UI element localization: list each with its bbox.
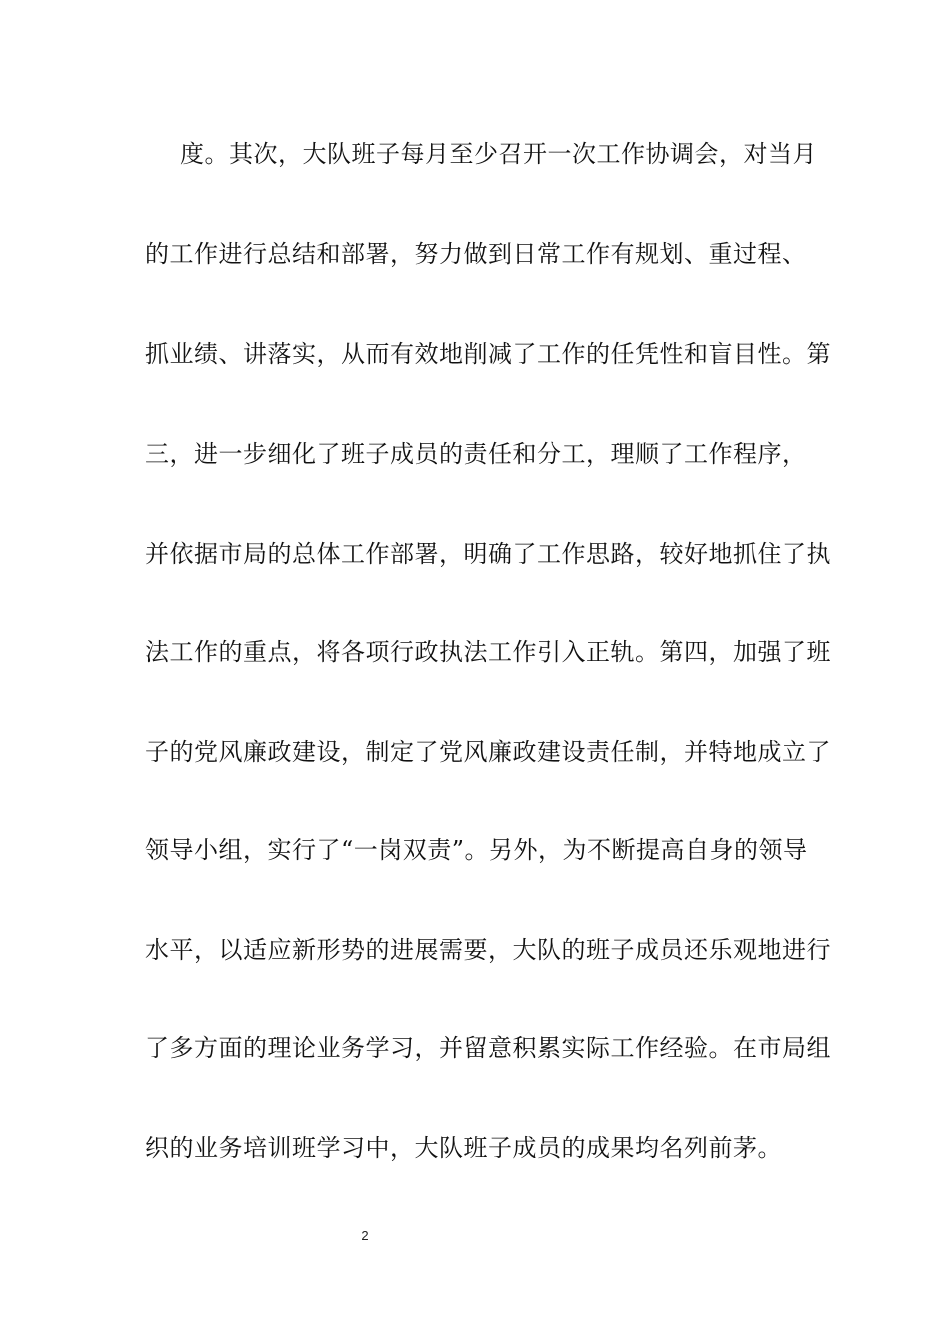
text-line: 水平，以适应新形势的进展需要，大队的班子成员还乐观地进行 <box>145 936 831 964</box>
text-line: 子的党风廉政建设，制定了党风廉政建设责任制，并特地成立了 <box>145 738 831 766</box>
text-line: 领导小组，实行了“一岗双责”。另外，为不断提高自身的领导 <box>145 836 808 864</box>
text-line: 并依据市局的总体工作部署，明确了工作思路，较好地抓住了执 <box>145 540 831 568</box>
text-line: 度。其次，大队班子每月至少召开一次工作协调会，对当月 <box>180 140 817 168</box>
text-line: 法工作的重点，将各项行政执法工作引入正轨。第四，加强了班 <box>145 638 831 666</box>
text-line: 抓业绩、讲落实，从而有效地削减了工作的任凭性和盲目性。第 <box>145 340 831 368</box>
text-line: 的工作进行总结和部署，努力做到日常工作有规划、重过程、 <box>145 240 807 268</box>
page-number: 2 <box>361 1228 369 1243</box>
text-line: 了多方面的理论业务学习，并留意积累实际工作经验。在市局组 <box>145 1034 831 1062</box>
text-line: 三，进一步细化了班子成员的责任和分工，理顺了工作程序， <box>145 440 807 468</box>
text-line: 织的业务培训班学习中，大队班子成员的成果均名列前茅。 <box>145 1134 782 1162</box>
